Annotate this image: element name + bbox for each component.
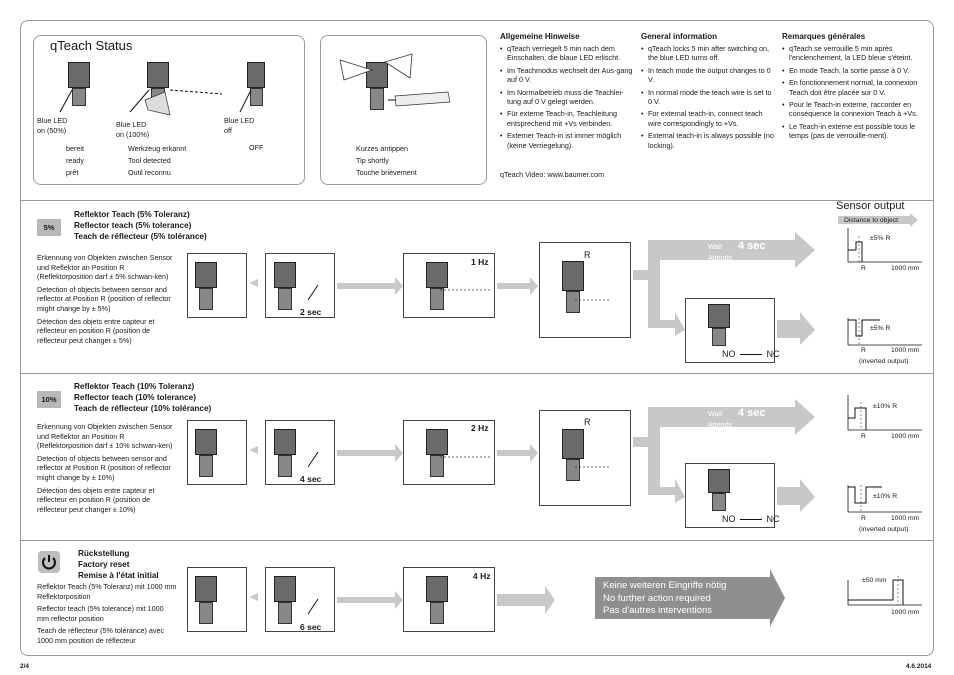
graph-r: R (861, 515, 866, 522)
wait-text: Wait (708, 408, 723, 418)
graph-tolerance: ±5% R (870, 235, 891, 242)
led-label: Blue LED on (50%) (37, 116, 68, 135)
state-text: Tool detected (128, 155, 171, 165)
info-item: • Pour le Teach-in externe, raccorder en conséquence la connexion Teach à +Vs. (782, 100, 922, 119)
desc-text: Reflektor Teach (5% Toleranz) mit 1000 mm Reflektorposition (37, 582, 177, 601)
wait-text: Attends (708, 420, 733, 429)
no-label: NO (722, 514, 736, 524)
graph-r: R (861, 265, 866, 272)
state-text: Outil reconnu (128, 167, 171, 177)
section-title: Reflektor Teach (5% Toleranz) (74, 210, 190, 219)
document-date: 4.6.2014 (906, 663, 932, 670)
info-heading: General information (641, 32, 718, 41)
wait-text: Wait (708, 241, 723, 251)
wait-text: Warten (708, 230, 731, 239)
info-item: • qTeach locks 5 min after switching on, the blue LED turns off. (641, 44, 776, 63)
blink-frequency: 1 Hz (471, 257, 489, 267)
distance-label: Distance to object (844, 217, 899, 224)
tolerance-badge: 10% (37, 391, 61, 408)
info-item: • Im Normalbetrieb muss die Teachlei-tung auf 0 V gelegt werden. (500, 88, 635, 107)
press-duration: 4 sec (300, 474, 322, 484)
graph-distance: 1000 mm (891, 609, 920, 616)
tip-text: Tip shortly (356, 155, 389, 165)
sensor-output-title: Sensor output (836, 200, 905, 212)
graph-tolerance: ±10% R (873, 403, 898, 410)
info-item: • Im Teachmodus wechselt der Aus-gang auf 0 V. (500, 66, 635, 85)
reflector-r-label: R (584, 250, 591, 260)
graph-tolerance: ±50 mm (862, 577, 887, 584)
graph-distance: 1000 mm (891, 265, 920, 272)
press-duration: 6 sec (300, 622, 322, 632)
info-item: • In teach mode the output changes to 0 V. (641, 66, 776, 85)
section-title: Teach de réflecteur (5% tolérance) (74, 232, 207, 241)
reset-message (603, 580, 726, 618)
desc-text: Detection of objects between sensor and reflector at Position R (position of reflector might change by ± 10%) (37, 453, 171, 482)
graph-distance: 1000 mm (891, 433, 920, 440)
info-item: • Externer Teach-in ist immer möglich (keine Verriegelung). (500, 131, 635, 150)
section-title: Reflector teach (5% tolerance) (74, 221, 192, 230)
info-item: • En fonctionnement normal, la connexion Teach doit être placée sur 0 V. (782, 78, 922, 97)
section-title: Reflektor Teach (10% Toleranz) (74, 382, 195, 391)
led-label: Blue LED off (224, 116, 255, 135)
section-title: Teach de réflecteur (10% tolérance) (74, 404, 212, 413)
info-item: • En mode Teach, la sortie passe à 0 V. (782, 66, 922, 75)
state-text: bereit (66, 144, 84, 153)
graph-r: R (861, 347, 866, 354)
desc-text: Teach de réflecteur (5% tolérance) avec 1000 mm position de réflecteur (37, 626, 165, 645)
video-link[interactable]: qTeach Video: www.baumer.com (500, 170, 605, 179)
reflector-r-label: R (584, 417, 591, 427)
desc-text: Détection des objets entre capteur et réflecteur en position R (position de réflecteur peut changer ± 10%) (37, 485, 155, 514)
info-item: • qTeach se verrouille 5 min après l'enclenchement, la LED bleue s'éteint. (782, 44, 922, 63)
info-item: • External teach-in is always possible (no locking). (641, 131, 776, 150)
wait-text: Warten (708, 397, 731, 406)
desc-text: Erkennung von Objekten zwischen Sensor und Reflektor an Position R (Reflektorposition darf ± 5% schwan-ken) (37, 253, 173, 282)
wait-time: 4 sec (738, 240, 766, 252)
graph-tolerance: ±10% R (873, 493, 898, 500)
state-text: Werkzeug erkannt (128, 144, 187, 153)
blink-frequency: 2 Hz (471, 423, 489, 433)
nc-label: NC (766, 349, 780, 359)
tip-text: Kurzes antippen (356, 144, 408, 153)
graph-note: (inverted output) (859, 358, 909, 365)
state-text: OFF (249, 143, 264, 152)
message-text: Keine weiteren Eingriffe nötig (603, 580, 727, 591)
section-title: Remise à l'état initial (78, 571, 159, 580)
info-item: • For external teach-in, connect teach wire correspondingly to +Vs. (641, 109, 776, 128)
info-item: • Le Teach-in externe est possible tous le temps (pas de verrouille-ment). (782, 122, 922, 141)
graph-distance: 1000 mm (891, 515, 920, 522)
page-number: 2/4 (20, 663, 30, 670)
press-duration: 2 sec (300, 307, 322, 317)
desc-text: Detection of objects between sensor and reflector at Position R (position of reflector might change by ± 5%) (37, 284, 171, 313)
message-text: No further action required (603, 592, 711, 604)
graph-distance: 1000 mm (891, 347, 920, 354)
desc-text: Erkennung von Objekten zwischen Sensor und Reflektor an Position R (Reflektorposition darf ± 10% schwan-ken) (37, 422, 173, 451)
blink-frequency: 4 Hz (473, 571, 491, 581)
tolerance-badge: 5% (37, 219, 61, 236)
message-text: Pas d'autres interventions (603, 605, 713, 616)
info-item: • In normal mode the teach wire is set to 0 V. (641, 88, 776, 107)
info-heading: Remarques générales (782, 32, 866, 41)
desc-text: Détection des objets entre capteur et réflecteur en position R (position de réflecteur peut changer ± 5%) (37, 316, 155, 345)
info-item: • qTeach verriegelt 5 min nach dem Einschalten, die blaue LED erlischt. (500, 44, 635, 63)
desc-text: Reflector teach (5% tolerance) mit 1000 mm reflector position (37, 604, 164, 623)
graph-r: R (861, 433, 866, 440)
led-label: Blue LED on (100%) (116, 120, 150, 139)
no-label: NO (722, 349, 736, 359)
info-item: • Für externe Teach-in, Teachleitung entsprechend mit +Vs verbinden. (500, 109, 635, 128)
status-title: qTeach Status (50, 38, 133, 53)
wait-text: Attends (708, 253, 733, 262)
section-title: Reflector teach (10% tolerance) (74, 393, 196, 402)
info-heading: Allgemeine Hinweise (500, 32, 580, 41)
tip-text: Touche brièvement (356, 167, 417, 177)
state-text: prêt (66, 167, 79, 177)
nc-label: NC (766, 514, 780, 524)
graph-note: (inverted output) (859, 526, 909, 533)
graph-tolerance: ±5% R (870, 325, 891, 332)
section-title: Rückstellung (78, 549, 130, 558)
wait-time: 4 sec (738, 407, 766, 419)
section-title: Factory reset (78, 560, 130, 569)
state-text: ready (66, 155, 84, 165)
